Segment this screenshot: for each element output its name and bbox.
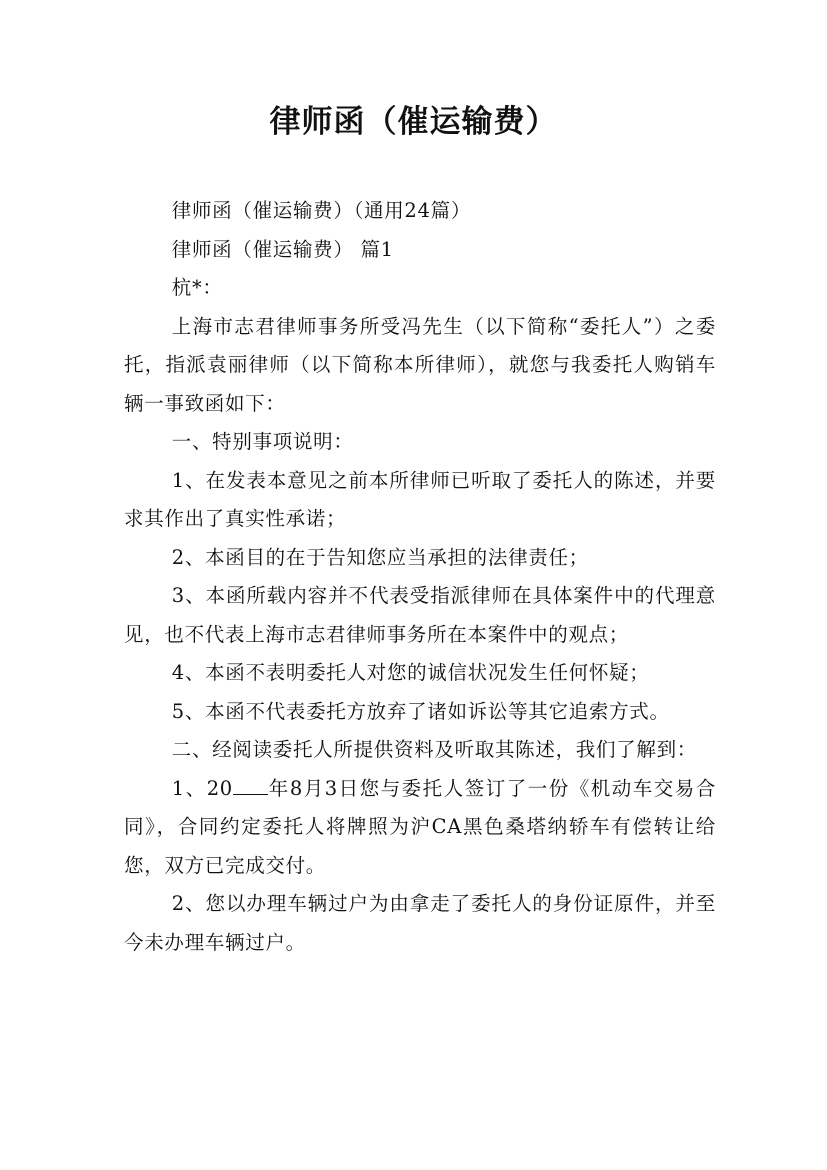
special-matter-3: 3、本函所载内容并不代表受指派律师在具体案件中的代理意见，也不代表上海市志君律师事务所在本案件中的观点；: [124, 584, 716, 646]
document-title: 律师函（催运输费）: [269, 104, 558, 140]
fact-1-text: 年8月3日您与委托人签订了一份《机动车交易合同》，合同约定委托人将牌照为沪CA黑色桑塔纳轿车有偿转让给您，双方已完成交付。: [124, 776, 716, 877]
special-matter-5: 5、本函不代表委托方放弃了诸如诉讼等其它追索方式。: [171, 699, 670, 723]
year-blank: [233, 775, 268, 795]
fact-1: [124, 770, 716, 886]
fact-1-prefix: 1、20: [171, 776, 233, 800]
facts-heading: 二、经阅读委托人所提供资料及听取其陈述，我们了解到：: [171, 738, 697, 761]
special-matter-2: 2、本函目的在于告知您应当承担的法律责任；: [171, 545, 589, 569]
special-matter-4: 4、本函不表明委托人对您的诚信状况发生任何怀疑；: [171, 661, 650, 684]
salutation: 杭*：: [171, 276, 223, 299]
fact-2: 2、您以办理车辆过户为由拿走了委托人的身份证原件，并至今未办理车辆过户。: [124, 892, 716, 954]
section-heading: 律师函（催运输费） 篇1: [171, 237, 394, 261]
document-body: [124, 192, 716, 962]
special-matter-1: 1、在发表本意见之前本所律师已听取了委托人的陈述，并要求其作出了真实性承诺；: [124, 468, 716, 530]
subtitle-line: 律师函（催运输费）（通用24篇）: [171, 199, 472, 222]
special-matters-heading: 一、特别事项说明：: [171, 430, 354, 453]
intro-paragraph: 上海市志君律师事务所受冯先生（以下简称“委托人”）之委托，指派袁丽律师（以下简称本所律师），就您与我委托人购销车辆一事致函如下：: [124, 314, 716, 415]
